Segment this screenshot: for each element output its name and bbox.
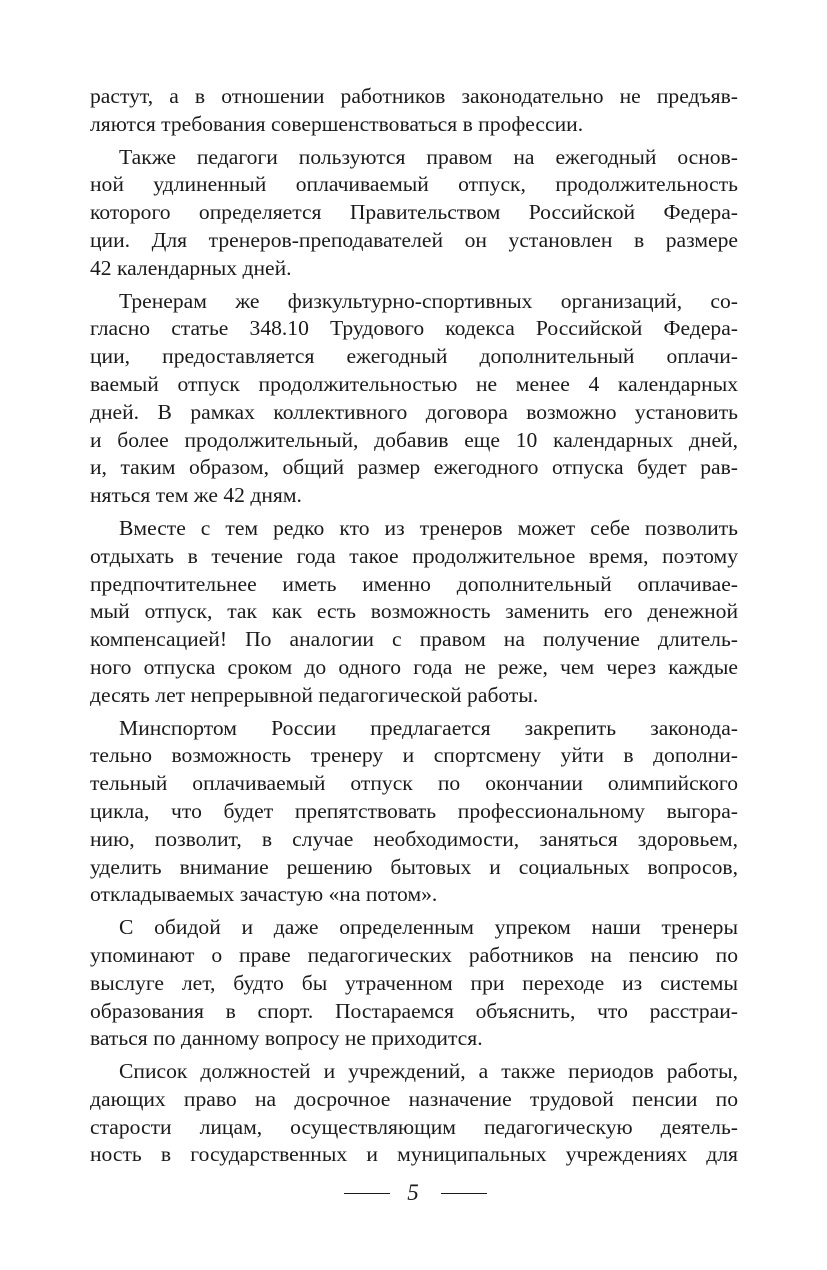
text-line: Также педагоги пользуются правом на ежегодный основ- <box>119 144 738 169</box>
text-line: образования в спорт. Постараемся объяснить, что расстраи- <box>90 998 738 1023</box>
text-line: Список должностей и учреждений, а также периодов работы, <box>119 1059 738 1084</box>
text-line: 42 календарных дней. <box>90 255 292 280</box>
text-line: тельно возможность тренеру и спортсмену уйти в дополни- <box>90 743 738 768</box>
footer-rule-left <box>344 1193 390 1194</box>
paragraph-4 <box>90 515 738 710</box>
text-line: Тренерам же физкультурно-спортивных организаций, со- <box>119 288 738 313</box>
page-number: 5 <box>407 1180 419 1205</box>
text-line: ляются требования совершенствоваться в профессии. <box>90 111 584 136</box>
text-line: гласно статье 348.10 Трудового кодекса Российской Федера- <box>90 316 738 341</box>
text-line: дающих право на досрочное назначение трудовой пенсии по <box>90 1086 738 1111</box>
text-line: нию, позволит, в случае необходимости, заняться здоровьем, <box>90 826 738 851</box>
text-line: ваемый отпуск продолжительностью не менее 4 календарных <box>90 371 738 396</box>
paragraph-1 <box>90 83 738 139</box>
text-line: ции, предоставляется ежегодный дополнительный оплачи- <box>90 344 738 369</box>
paragraph-6 <box>90 914 738 1053</box>
text-line: старости лицам, осуществляющим педагогическую деятель- <box>90 1114 738 1139</box>
text-line: тельный оплачиваемый отпуск по окончании олимпийского <box>90 771 738 796</box>
text-line: Минспортом России предлагается закрепить законода- <box>119 715 738 740</box>
text-line: и более продолжительный, добавив еще 10 календарных дней, <box>90 427 738 452</box>
text-line: няться тем же 42 дням. <box>90 483 302 508</box>
text-line: упоминают о праве педагогических работников на пенсию по <box>90 942 738 967</box>
text-line: откладываемых зачастую «на потом». <box>90 882 438 907</box>
text-line: ного отпуска сроком до одного года не реже, чем через каждые <box>90 654 738 679</box>
text-line: мый отпуск, так как есть возможность заменить его денежной <box>90 599 738 624</box>
text-line: Вместе с тем редко кто из тренеров может себе позволить <box>119 515 738 540</box>
text-line: С обидой и даже определенным упреком наши тренеры <box>119 915 738 940</box>
text-line: отдыхать в течение года такое продолжительное время, поэтому <box>90 543 738 568</box>
footer-rule-right <box>441 1193 487 1194</box>
text-line: ность в государственных и муниципальных учреждениях для <box>90 1142 738 1167</box>
text-line: цикла, что будет препятствовать профессиональному выгора- <box>90 798 738 823</box>
paragraph-7 <box>90 1058 738 1169</box>
text-line: уделить внимание решению бытовых и социальных вопросов, <box>90 854 738 879</box>
text-line: компенсацией! По аналогии с правом на получение длитель- <box>90 627 738 652</box>
text-line: десять лет непрерывной педагогической работы. <box>90 682 539 707</box>
text-line: и, таким образом, общий размер ежегодного отпуска будет рав- <box>90 455 738 480</box>
text-line: ной удлиненный оплачиваемый отпуск, продолжительность <box>90 172 738 197</box>
paragraph-5 <box>90 715 738 910</box>
paragraph-2 <box>90 144 738 283</box>
text-line: растут, а в отношении работников законодательно не предъяв- <box>90 84 738 108</box>
paragraph-3 <box>90 288 738 510</box>
body-text <box>90 83 738 1174</box>
text-line: ции. Для тренеров-преподавателей он установлен в размере <box>90 227 738 252</box>
text-line: дней. В рамках коллективного договора возможно установить <box>90 399 738 424</box>
text-line: ваться по данному вопросу не приходится. <box>90 1026 483 1051</box>
text-line: которого определяется Правительством Российской Федера- <box>90 200 738 225</box>
text-line: выслуге лет, будто бы утраченном при переходе из системы <box>90 970 738 995</box>
text-line: предпочтительнее иметь именно дополнительный оплачивае- <box>90 571 738 596</box>
page-footer <box>0 1178 827 1208</box>
